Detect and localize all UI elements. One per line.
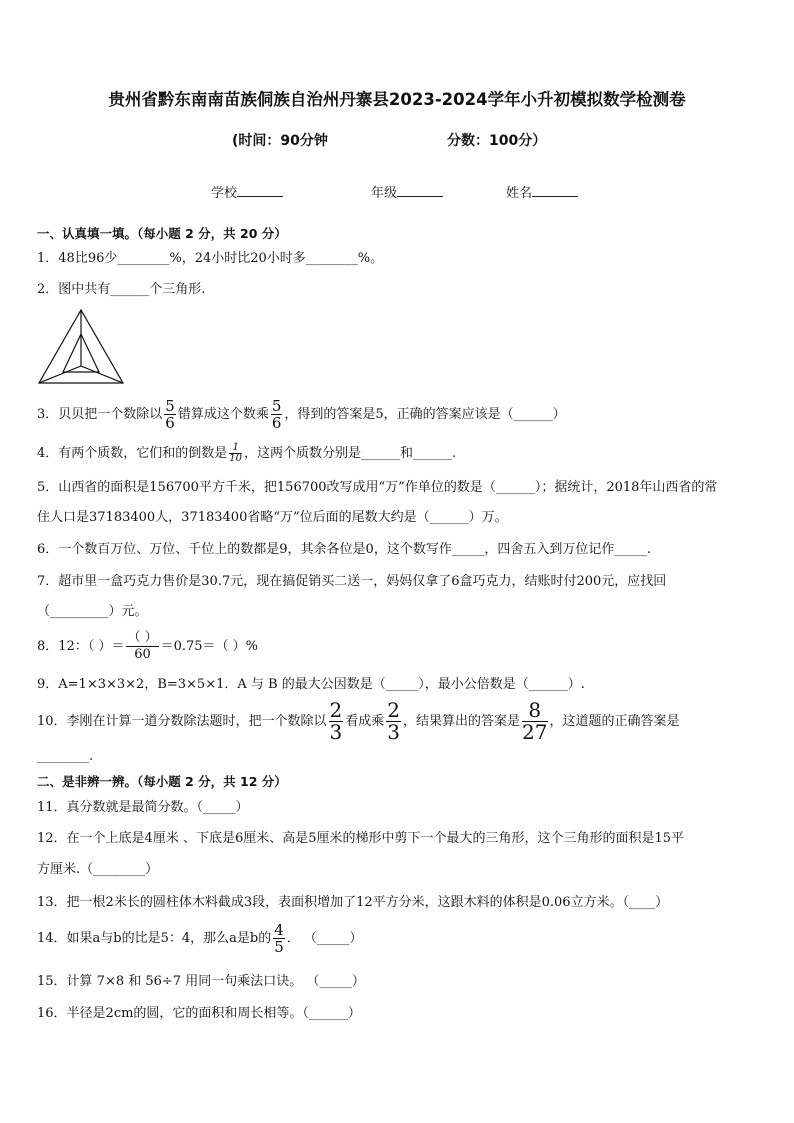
name-blank[interactable]	[532, 184, 578, 197]
question-12-line-2: 方厘米.（________）	[37, 862, 159, 877]
question-6: 6．一个数百万位、万位、千位上的数都是9，其余各位是0，这个数写作_____，四舍五入到万位记作_____.	[37, 542, 651, 557]
school-field	[211, 182, 283, 201]
fraction-numerator: 1	[229, 443, 242, 454]
fraction-numerator: （ ）	[127, 630, 158, 645]
fraction-2-3	[329, 700, 344, 743]
section-1-heading: 一、认真填一填。（每小题 2 分，共 20 分）	[37, 226, 287, 241]
fraction-blank-60	[126, 630, 158, 663]
fraction-numerator: 8	[522, 700, 547, 722]
fraction-denominator: 6	[165, 414, 175, 432]
name-label: 姓名	[506, 186, 533, 201]
q4-text-a: 4．有两个质数，它们和的倒数是	[37, 446, 228, 461]
question-7-line-2: （_________）元。	[37, 604, 148, 619]
name-field	[506, 182, 578, 201]
school-blank[interactable]	[237, 184, 283, 197]
fraction-denominator: 5	[274, 938, 284, 956]
fraction-4-5	[273, 922, 285, 955]
question-14	[37, 922, 758, 955]
question-1: 1．48比96少________%，24小时比20小时多________%。	[37, 251, 384, 266]
q10-text-c: ，结果算出的答案是	[403, 714, 521, 729]
question-11: 11．真分数就是最简分数。（_____）	[37, 800, 249, 815]
question-13: 13．把一根2米长的圆柱体木料截成3段，表面积增加了12平方分米，这跟木料的体积是0.06立方米。（____）	[37, 895, 669, 910]
triangle-figure	[37, 308, 125, 386]
fraction-denominator: 27	[522, 720, 548, 744]
fraction-numerator: 2	[387, 698, 401, 722]
fraction-2-3-b	[386, 700, 401, 743]
fraction-denominator: 3	[329, 720, 343, 744]
total-score: 分数：100分）	[447, 133, 547, 149]
q10-text-b: 看成乘	[345, 714, 385, 729]
q3-text-a: 3．贝贝把一个数除以	[37, 407, 163, 422]
grade-label: 年级	[371, 186, 398, 201]
fraction-numerator: 4	[274, 921, 284, 939]
fraction-5-6-b	[271, 398, 283, 431]
fraction-denominator: 3	[387, 720, 401, 744]
fraction-8-27	[522, 700, 547, 743]
page-title: 贵州省黔东南南苗族侗族自治州丹寨县2023-2024学年小升初模拟数学检测卷	[108, 90, 686, 109]
fraction-5-6	[164, 398, 176, 431]
time-limit: (时间：90分钟	[232, 133, 328, 149]
q14-text-b: ． （_____）	[286, 931, 363, 946]
q3-text-c: ，得到的答案是5，正确的答案应该是（______）	[284, 407, 566, 422]
question-9: 9．A=1×3×3×2，B=3×5×1．A 与 B 的最大公因数是（_____），最小公倍数是（______）.	[37, 677, 585, 692]
question-3	[37, 398, 758, 431]
left-segment	[39, 366, 81, 383]
question-8	[37, 630, 758, 663]
question-10-line-2: ________.	[37, 749, 94, 764]
fraction-numerator: 5	[271, 397, 282, 415]
grade-blank[interactable]	[397, 184, 443, 197]
question-4	[37, 443, 758, 464]
question-16: 16．半径是2cm的圆，它的面积和周长相等。（______）	[37, 1006, 361, 1021]
q14-text-a: 14．如果a与b的比是5：4，那么a是b的	[37, 931, 272, 946]
q10-text-a: 10．李刚在计算一道分数除法题时，把一个数除以	[37, 714, 327, 729]
fraction-1-10	[229, 443, 242, 464]
fraction-denominator: 6	[271, 414, 282, 432]
question-5-line-2: 住人口是37183400人，37183400省略“万”位后面的尾数大约是（______）万。	[37, 510, 508, 525]
q10-text-d: ，这道题的正确答案是	[549, 714, 680, 729]
question-12-line-1: 12．在一个上底是4厘米 、下底是6厘米、高是5厘米的梯形中剪下一个最大的三角形，这个三角形的面积是15平	[37, 831, 685, 846]
q4-text-b: ，这两个质数分别是______和______.	[244, 446, 457, 461]
fraction-numerator: 2	[329, 698, 343, 722]
q8-text-a: 8．12：（ ）＝	[37, 639, 125, 654]
fraction-denominator: 60	[134, 647, 151, 662]
question-15: 15．计算 7×8 和 56÷7 用同一句乘法口诀。 （_____）	[37, 974, 365, 989]
question-10	[37, 700, 758, 743]
grade-field	[371, 182, 443, 201]
section-2-heading: 二、是非辨一辨。（每小题 2 分，共 12 分）	[37, 774, 287, 789]
q8-text-b: ＝0.75＝（ ）%	[160, 639, 259, 654]
question-7-line-1: 7．超市里一盒巧克力售价是30.7元，现在搞促销买二送一，妈妈仅拿了6盒巧克力，结账时付200元，应找回	[37, 574, 667, 589]
question-2: 2．图中共有______个三角形.	[37, 282, 206, 297]
fraction-denominator: 10	[229, 453, 243, 464]
right-segment	[81, 366, 123, 383]
school-label: 学校	[211, 186, 238, 201]
question-5-line-1: 5．山西省的面积是156700平方千米，把156700改写成用“万”作单位的数是（______）；据统计，2018年山西省的常	[37, 480, 718, 495]
q3-text-b: 错算成这个数乘	[177, 407, 269, 422]
fraction-numerator: 5	[165, 397, 175, 415]
